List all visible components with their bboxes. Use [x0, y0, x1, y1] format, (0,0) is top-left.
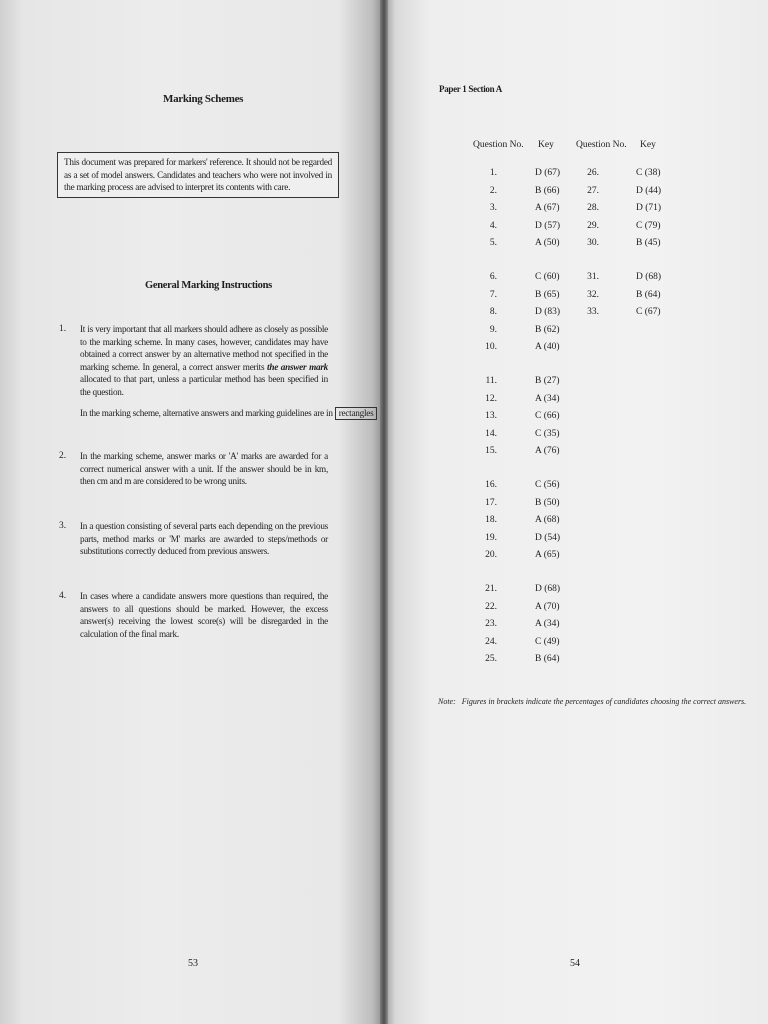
note-label: Note: — [438, 697, 456, 706]
note — [438, 697, 746, 706]
row-left-question-number: 13. — [485, 411, 497, 421]
section-title: Paper 1 Section A — [439, 84, 502, 94]
row-right-question-number: 31. — [587, 272, 599, 282]
instruction-1-subnote — [80, 407, 381, 420]
row-left-question-number: 10. — [485, 342, 497, 352]
row-left-answer-key: A (70) — [535, 601, 560, 612]
row-left-question-number: 15. — [485, 446, 497, 456]
row-left-answer-key: B (27) — [535, 376, 560, 386]
row-left-answer-key: A (67) — [535, 203, 560, 213]
row-right-question-number: 33. — [587, 307, 599, 317]
row-left-question-number: 23. — [485, 619, 497, 629]
row-left-answer-key: A (68) — [535, 515, 560, 525]
row-right-answer-key: C (38) — [636, 168, 661, 178]
note-text: Figures in brackets indicate the percentages of candidates choosing the correct answers. — [461, 697, 747, 706]
instruction-1-text — [80, 323, 328, 398]
row-left-answer-key: A (65) — [535, 550, 560, 560]
row-left-question-number: 1. — [489, 168, 497, 178]
row-left-question-number: 12. — [485, 393, 497, 404]
row-left-answer-key: A (50) — [535, 238, 560, 248]
row-left-answer-key: D (83) — [535, 307, 561, 317]
row-left-answer-key: B (50) — [535, 497, 560, 508]
instruction-1-text-b: allocated to that part, unless a particular method has been specified in the question. — [80, 374, 328, 397]
row-left-answer-key: B (65) — [535, 289, 560, 300]
row-right-answer-key: D (44) — [636, 185, 662, 196]
header-question-no-2: Question No. — [576, 140, 627, 150]
row-left-question-number: 5. — [489, 238, 497, 248]
row-left-question-number: 25. — [485, 654, 497, 664]
instruction-4-text: In cases where a candidate answers more questions than required, the answers to all questions should be marked. However, the excess answer(s) receiving the lowest score(s) will be disregarded in the calculation of the final mark. — [80, 591, 328, 639]
row-left-question-number: 14. — [485, 428, 497, 439]
instruction-1-emphasis: the answer mark — [267, 361, 328, 372]
subnote-text: In the marking scheme, alternative answers and marking guidelines are in — [80, 408, 333, 418]
row-left-answer-key: B (66) — [535, 185, 560, 196]
row-right-question-number: 30. — [587, 238, 599, 248]
book-spine — [380, 0, 388, 1024]
instruction-3-number: 3. — [59, 521, 67, 531]
row-right-question-number: 26. — [587, 168, 599, 178]
row-left-question-number: 9. — [489, 324, 497, 335]
row-left-answer-key: C (49) — [535, 636, 560, 647]
row-left-answer-key: A (34) — [535, 619, 560, 629]
row-left-question-number: 16. — [485, 480, 497, 490]
instruction-2-number: 2. — [59, 451, 67, 461]
row-left-answer-key: A (34) — [535, 393, 560, 404]
notice-box: This document was prepared for markers' reference. It should not be regarded as a set of model answers. Candidates and teachers who were not involved in the marking process are advised to interpret its contents with care. — [57, 152, 339, 198]
row-right-answer-key: D (71) — [636, 203, 662, 213]
row-left-answer-key: B (64) — [535, 654, 560, 664]
row-left-answer-key: C (66) — [535, 411, 560, 421]
instructions-title: General Marking Instructions — [145, 280, 272, 291]
instruction-1-text-a: It is very important that all markers should adhere as closely as possible to the marking scheme. In many cases, however, candidates may have obtained a correct answer by an alternative method not specified in the marking scheme. In general, a correct answer merits — [80, 324, 328, 372]
row-right-question-number: 32. — [587, 289, 599, 300]
row-left-question-number: 4. — [489, 220, 497, 231]
instruction-1-number: 1. — [59, 324, 67, 334]
row-left-question-number: 6. — [489, 272, 497, 282]
page-number-left: 53 — [188, 958, 198, 969]
row-left-answer-key: A (76) — [535, 446, 560, 456]
row-left-answer-key: C (60) — [535, 272, 560, 282]
row-left-question-number: 8. — [489, 307, 497, 317]
row-right-answer-key: C (79) — [636, 220, 661, 231]
instruction-2-text: In the marking scheme, answer marks or 'A' marks are awarded for a correct numerical answer with a unit. If the answer should be in km, then cm and m are considered to be wrong units. — [80, 451, 328, 486]
row-right-answer-key: D (68) — [636, 272, 662, 282]
row-right-answer-key: B (64) — [636, 289, 661, 300]
row-right-question-number: 27. — [587, 185, 599, 196]
row-left-question-number: 2. — [489, 185, 497, 196]
row-left-answer-key: D (54) — [535, 532, 561, 543]
row-left-question-number: 20. — [485, 550, 497, 560]
row-left-answer-key: D (67) — [535, 168, 561, 178]
row-left-question-number: 22. — [485, 601, 497, 612]
header-key-2: Key — [640, 140, 656, 150]
right-page — [384, 0, 768, 1024]
row-left-question-number: 3. — [489, 203, 497, 213]
rectangles-box: rectangles — [335, 407, 378, 420]
row-left-question-number: 18. — [485, 515, 497, 525]
page-title: Marking Schemes — [163, 93, 244, 105]
row-right-question-number: 29. — [587, 220, 599, 231]
row-left-question-number: 7. — [489, 289, 497, 300]
row-left-question-number: 17. — [485, 497, 497, 508]
row-left-answer-key: C (35) — [535, 428, 560, 439]
row-left-question-number: 11. — [485, 376, 497, 386]
instruction-4-number: 4. — [59, 591, 67, 601]
instruction-3-text: In a question consisting of several parts each depending on the previous parts, method marks or 'M' marks are awarded to steps/methods or substitutions correctly deduced from previous answers. — [80, 521, 328, 556]
row-left-question-number: 24. — [485, 636, 497, 647]
row-right-question-number: 28. — [587, 203, 599, 213]
row-right-answer-key: C (67) — [636, 307, 661, 317]
row-left-question-number: 21. — [485, 584, 497, 594]
row-left-answer-key: B (62) — [535, 324, 560, 335]
row-left-answer-key: D (57) — [535, 220, 561, 231]
header-question-no-1: Question No. — [473, 140, 524, 150]
row-left-answer-key: C (56) — [535, 480, 560, 490]
row-left-question-number: 19. — [485, 532, 497, 543]
row-left-answer-key: D (68) — [535, 584, 561, 594]
row-right-answer-key: B (45) — [636, 238, 661, 248]
row-left-answer-key: A (40) — [535, 342, 560, 352]
page-number-right: 54 — [570, 958, 580, 969]
header-key-1: Key — [538, 140, 554, 150]
